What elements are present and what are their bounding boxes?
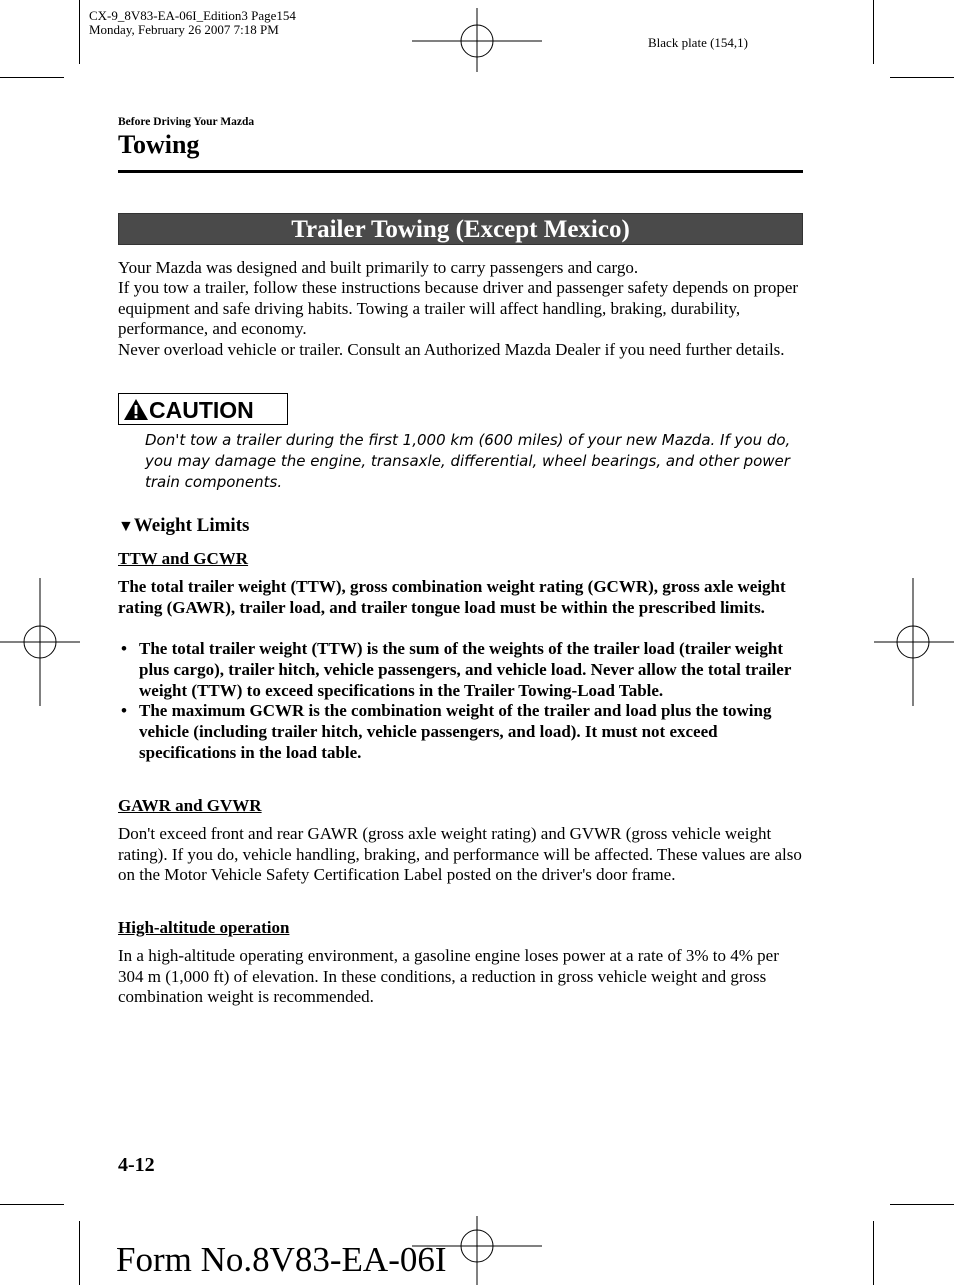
page-number: 4-12 [118,1154,155,1176]
high-altitude-text: In a high-altitude operating environment, a gasoline engine loses power at a rate of 3% to 4% per 304 m (1,000 ft) of elevation. In these conditions, a reduction in gross vehicle weight and gross combination weight is recommended. [118,946,779,1007]
list-item: • The total trailer weight (TTW) is the sum of the weights of the trailer load (trailer weight plus cargo), trailer hitch, vehicle passengers, and vehicle load. Never allow the total trailer weight (TTW) to exceed specifications in the Trailer Towing-Load Table. [118,639,808,701]
print-job-line: CX-9_8V83-EA-06I_Edition3 Page154 [89,8,296,23]
section-title: Towing [118,130,200,159]
section-label: Before Driving Your Mazda [118,116,255,128]
intro-paragraph-2: If you tow a trailer, follow these instructions because driver and passenger safety depends on proper equipment and safe driving habits. Towing a trailer will affect handling, braking, durability, performance, and economy. [118,278,799,339]
high-altitude-heading: High-altitude operation [118,918,290,937]
warning-triangle-icon [123,398,149,421]
plate-label: Black plate (154,1) [648,35,748,50]
gawr-gvwr-text: Don't exceed front and rear GAWR (gross axle weight rating) and GVWR (gross vehicle weight rating). If you do, vehicle handling, braking, and performance will be affected. These values are also on the Motor Vehicle Safety Certification Label posted on the driver's door frame. [118,824,802,885]
registration-mark-left [0,578,80,706]
caution-label: CAUTION [149,397,254,423]
triangle-down-icon: ▼ [118,518,134,535]
caution-label-box [118,393,288,425]
ttw-gcwr-lead: The total trailer weight (TTW), gross combination weight rating (GCWR), gross axle weight rating (GAWR), trailer load, and trailer tongue load must be within the prescribed limits. [118,577,786,617]
ttw-gcwr-heading: TTW and GCWR [118,549,249,568]
list-item: • The maximum GCWR is the combination weight of the trailer and load plus the towing vehicle (including trailer hitch, vehicle passengers, and load). It must not exceed specifications in the load table. [118,701,808,763]
form-number: Form No.8V83-EA-06I [116,1240,447,1279]
title-bar: Trailer Towing (Except Mexico) [118,213,803,245]
registration-mark-right [874,578,954,706]
gawr-gvwr-heading: GAWR and GVWR [118,796,262,815]
ttw-gcwr-bullets [118,639,808,764]
weight-limits-heading [118,515,249,537]
print-date-line: Monday, February 26 2007 7:18 PM [89,22,279,37]
intro-paragraph-1: Your Mazda was designed and built primarily to carry passengers and cargo. [118,258,639,277]
weight-limits-label: Weight Limits [133,515,250,536]
caution-text: Don't tow a trailer during the first 1,000 km (600 miles) of your new Mazda. If you do, you may damage the engine, transaxle, differential, wheel bearings, and other power train components. [145,431,791,491]
intro-paragraph-3: Never overload vehicle or trailer. Consult an Authorized Mazda Dealer if you need further details. [118,340,785,359]
header-rule [118,170,803,173]
registration-mark-top [412,8,542,72]
